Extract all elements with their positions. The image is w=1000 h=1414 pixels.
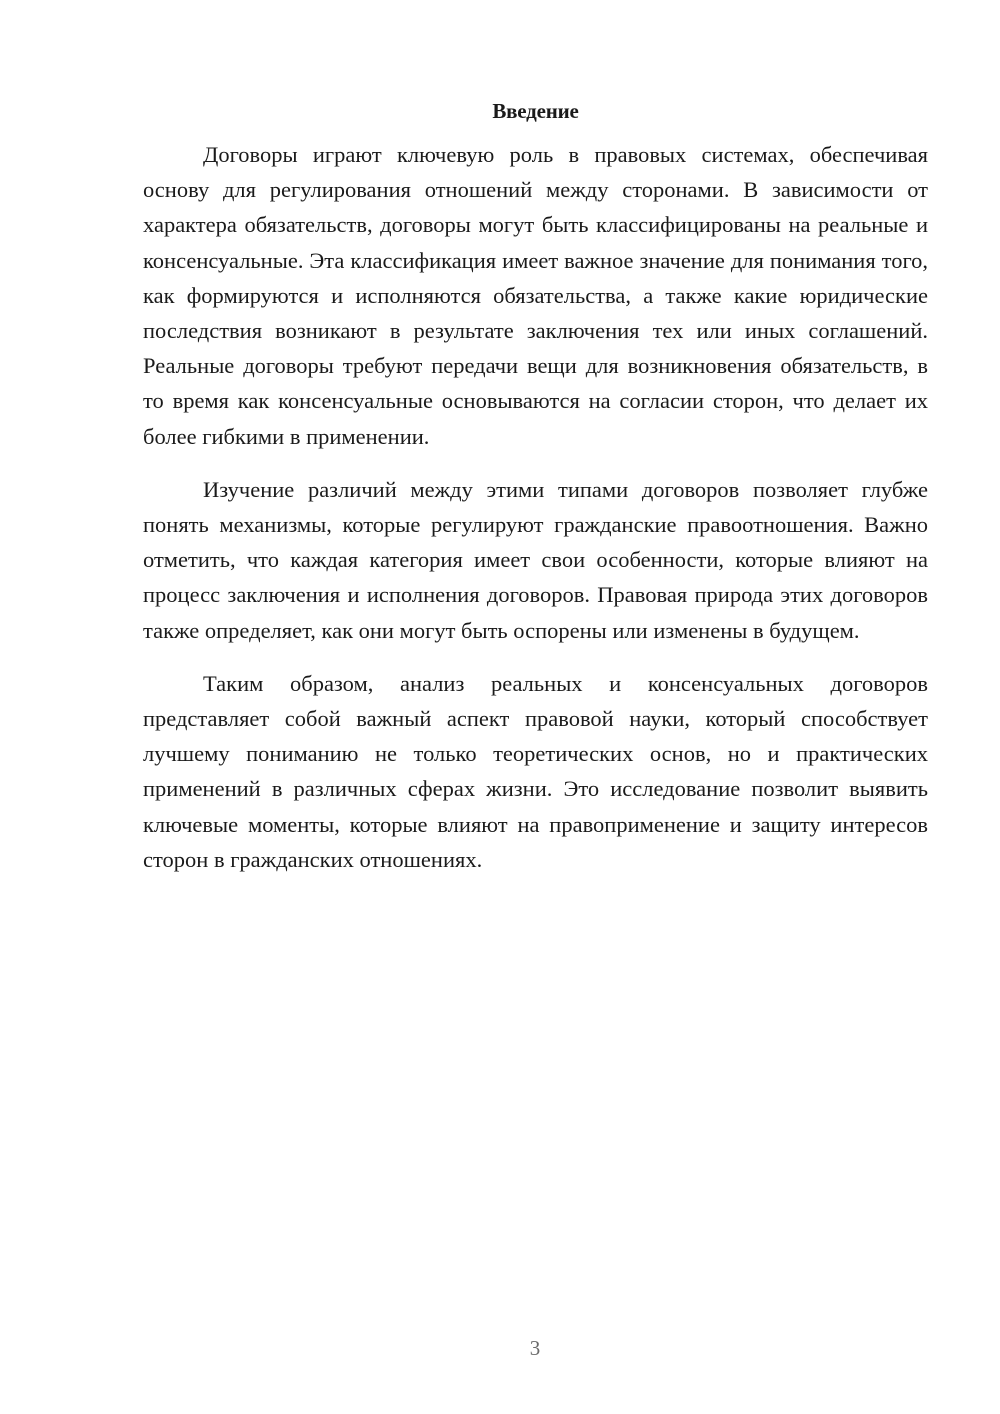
paragraph-2: Изучение различий между этими типами договоров позволяет глубже понять механизмы, которые регулируют гражданские правоотношения. Важно отметить, что каждая категория имеет свои особенности, которые влияют на процесс заключения и исполнения договоров. Правовая природа этих договоров также определяет, как они могут быть оспорены или изменены в будущем. (143, 476, 928, 643)
page-number: 3 (529, 1336, 541, 1360)
section-heading: Введение (492, 99, 579, 123)
paragraph-3: Таким образом, анализ реальных и консенсуальных договоров представляет собой важный аспект правовой науки, который способствует лучшему пониманию не только теоретических основ, но и практических применений в различных сферах жизни. Это исследование позволит выявить ключевые моменты, которые влияют на правоприменение и защиту интересов сторон в гражданских отношениях. (143, 670, 928, 872)
paragraph-1: Договоры играют ключевую роль в правовых системах, обеспечивая основу для регулирования отношений между сторонами. В зависимости от характера обязательств, договоры могут быть классифицированы на реальные и консенсуальные. Эта классификация имеет важное значение для понимания того, как формируются и исполняются обязательства, а также какие юридические последствия возникают в результате заключения тех или иных соглашений. Реальные договоры требуют передачи вещи для возникновения обязательств, в то время как консенсуальные основываются на согласии сторон, что делает их более гибкими в применении. (143, 142, 928, 449)
page-content (143, 97, 928, 895)
